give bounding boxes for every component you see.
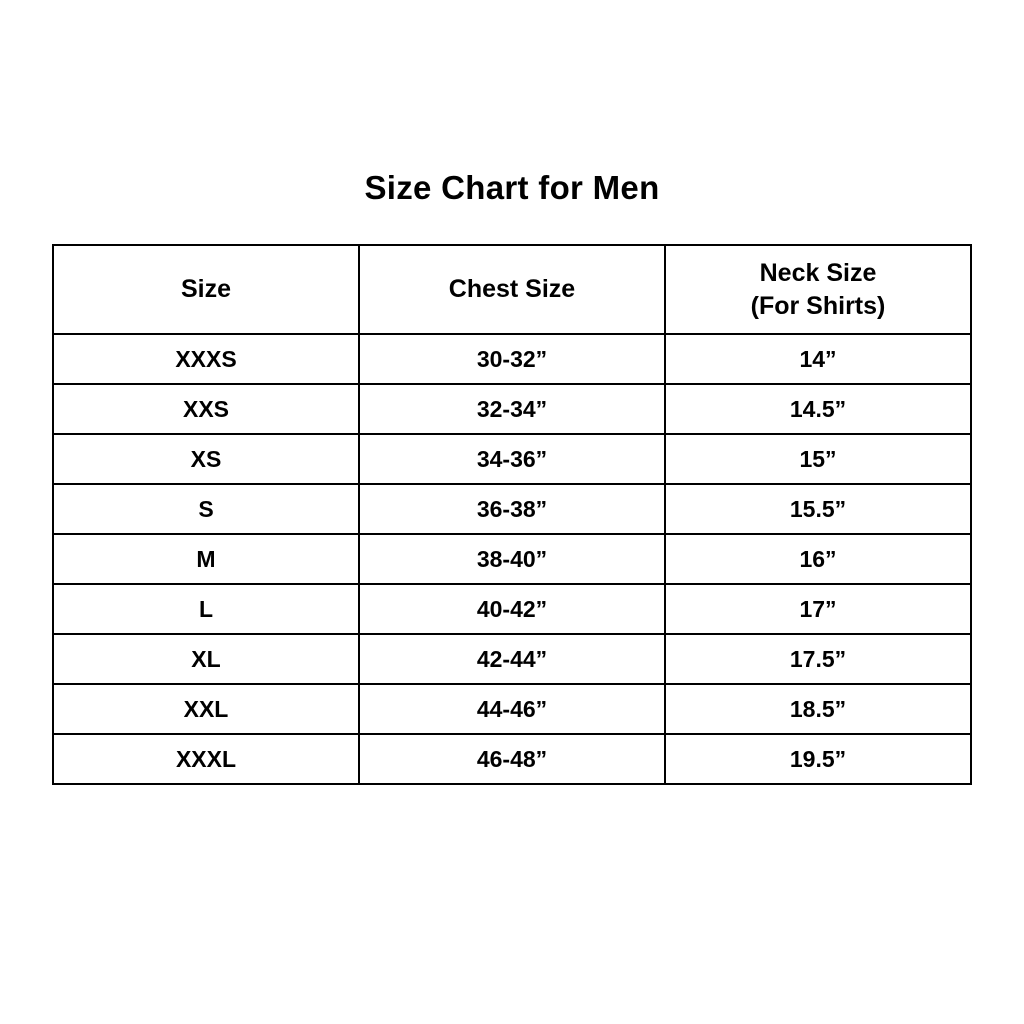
chest-cell: 42-44” xyxy=(359,634,665,684)
chest-cell: 30-32” xyxy=(359,334,665,384)
column-header-size: Size xyxy=(53,245,359,334)
size-cell: XXS xyxy=(53,384,359,434)
chest-cell: 40-42” xyxy=(359,584,665,634)
table-row xyxy=(53,684,971,734)
table-row xyxy=(53,484,971,534)
size-cell: XS xyxy=(53,434,359,484)
size-cell: XXL xyxy=(53,684,359,734)
chest-cell: 38-40” xyxy=(359,534,665,584)
column-header-neck-line1: Neck Size xyxy=(759,258,877,287)
size-cell: XXXL xyxy=(53,734,359,784)
neck-cell: 14” xyxy=(665,334,971,384)
size-cell: M xyxy=(53,534,359,584)
neck-cell: 15.5” xyxy=(665,484,971,534)
size-chart-table xyxy=(52,244,972,785)
column-header-neck-line2: (For Shirts) xyxy=(750,291,886,320)
table-body xyxy=(53,334,971,784)
table-row xyxy=(53,734,971,784)
size-cell: XL xyxy=(53,634,359,684)
chest-cell: 36-38” xyxy=(359,484,665,534)
chest-cell: 32-34” xyxy=(359,384,665,434)
neck-cell: 17” xyxy=(665,584,971,634)
column-header-chest: Chest Size xyxy=(359,245,665,334)
neck-cell: 17.5” xyxy=(665,634,971,684)
size-cell: L xyxy=(53,584,359,634)
column-header-neck xyxy=(665,245,971,334)
page-title: Size Chart for Men xyxy=(364,169,660,206)
neck-cell: 14.5” xyxy=(665,384,971,434)
table-row xyxy=(53,634,971,684)
neck-cell: 15” xyxy=(665,434,971,484)
size-cell: S xyxy=(53,484,359,534)
chest-cell: 46-48” xyxy=(359,734,665,784)
chest-cell: 44-46” xyxy=(359,684,665,734)
table-row xyxy=(53,434,971,484)
neck-cell: 16” xyxy=(665,534,971,584)
chest-cell: 34-36” xyxy=(359,434,665,484)
neck-cell: 18.5” xyxy=(665,684,971,734)
size-cell: XXXS xyxy=(53,334,359,384)
header-row xyxy=(53,245,971,334)
table-row xyxy=(53,584,971,634)
table-row xyxy=(53,384,971,434)
neck-cell: 19.5” xyxy=(665,734,971,784)
table-row xyxy=(53,534,971,584)
table-header xyxy=(53,245,971,334)
table-row xyxy=(53,334,971,384)
